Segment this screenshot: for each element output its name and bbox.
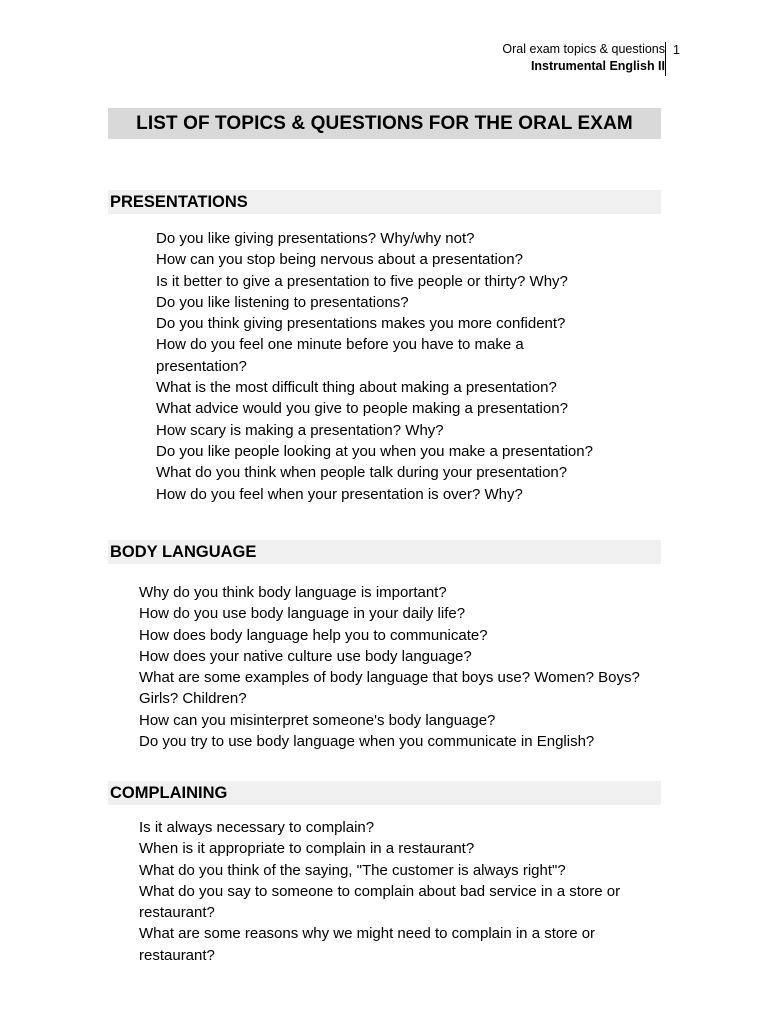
list-item: How does body language help you to communicate? xyxy=(139,626,488,644)
list-item: Do you try to use body language when you communicate in English? xyxy=(139,733,595,751)
list-item: What is the most difficult thing about making a presentation? xyxy=(156,379,557,397)
list-item: How do you feel one minute before you have to make a presentation? xyxy=(156,336,524,375)
list-item: Is it better to give a presentation to five people or thirty? Why? xyxy=(156,272,568,290)
list-item: What do you say to someone to complain about bad service in a store or restaurant? xyxy=(139,882,621,922)
list-item: What do you think when people talk during your presentation? xyxy=(156,464,568,482)
list-item: How do you feel when your presentation is over? Why? xyxy=(156,485,523,503)
document-name: Oral exam topics & questions xyxy=(502,42,665,56)
list-item: What advice would you give to people making a presentation? xyxy=(156,400,568,418)
header-divider xyxy=(665,42,666,76)
list-item: What are some examples of body language that boys use? Women? Boys? Girls? Children? xyxy=(139,669,640,708)
list-item: How does your native culture use body language? xyxy=(139,647,472,665)
list-item: How can you stop being nervous about a presentation? xyxy=(156,251,523,269)
list-item: What do you think of the saying, "The customer is always right"? xyxy=(139,861,566,879)
list-item: What are some reasons why we might need to complain in a store or restaurant? xyxy=(139,925,596,964)
list-item: When is it appropriate to complain in a restaurant? xyxy=(139,840,475,858)
page-header xyxy=(502,41,665,75)
document-title: LIST OF TOPICS & QUESTIONS FOR THE ORAL EXAM xyxy=(108,108,661,139)
list-item: How do you use body language in your daily life? xyxy=(139,605,466,623)
list-item: Why do you think body language is important? xyxy=(139,584,447,601)
section-heading-complaining: COMPLAINING xyxy=(108,781,661,805)
section-heading-body-language: BODY LANGUAGE xyxy=(108,540,661,564)
list-item: How scary is making a presentation? Why? xyxy=(156,421,444,439)
list-item: Do you like people looking at you when you make a presentation? xyxy=(156,442,593,460)
list-item: Do you like listening to presentations? xyxy=(156,293,409,311)
question-list-presentations xyxy=(156,228,656,505)
subject-name: Instrumental English II xyxy=(530,59,665,73)
list-item: Is it always necessary to complain? xyxy=(139,819,375,836)
question-list-body-language xyxy=(139,582,649,752)
page-number: 1 xyxy=(673,43,680,57)
list-item: Do you like giving presentations? Why/why not? xyxy=(156,230,475,247)
question-list-complaining xyxy=(139,817,654,966)
list-item: Do you think giving presentations makes you more confident? xyxy=(156,315,566,333)
list-item: How can you misinterpret someone's body language? xyxy=(139,711,496,729)
section-heading-presentations: PRESENTATIONS xyxy=(108,190,661,214)
